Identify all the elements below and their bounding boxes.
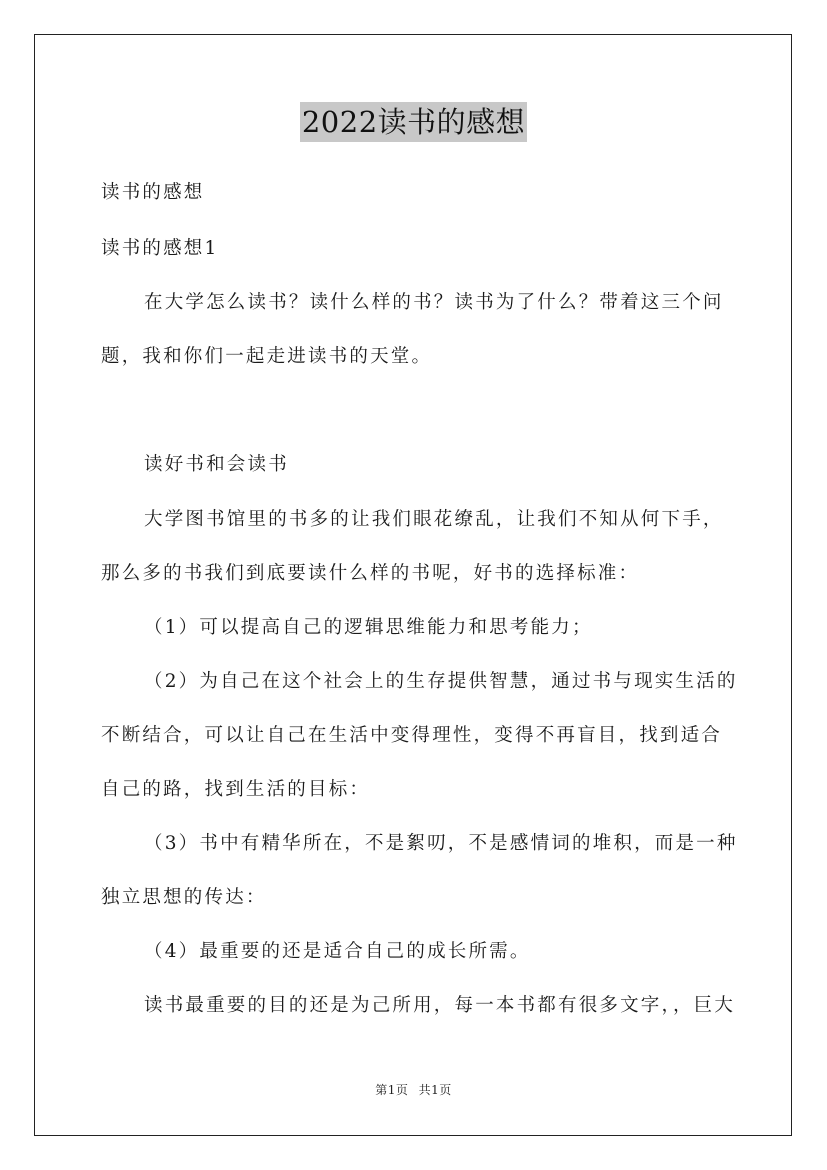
page-footer (0, 1082, 827, 1098)
page-total: 共1页 (418, 1083, 452, 1097)
list-item: （2）为自己在这个社会上的生存提供智慧，通过书与现实生活的 (144, 671, 738, 692)
paragraph-line: 读书最重要的目的还是为己所用，每一本书都有很多文字，，巨大 (144, 995, 736, 1016)
paragraph-line: 不断结合，可以让自己在生活中变得理性，变得不再盲目，找到适合 (101, 725, 723, 746)
paragraph-line: 在大学怎么读书？读什么样的书？读书为了什么？带着这三个问 (144, 292, 724, 313)
list-item: （3）书中有精华所在，不是絮叨，不是感情词的堆积，而是一种 (144, 833, 738, 854)
page-number: 第1页 (375, 1083, 409, 1097)
paragraph-line: 题，我和你们一起走进读书的天堂。 (101, 346, 433, 367)
document-title: 2022读书的感想 (300, 102, 527, 142)
paragraph-line: 独立思想的传达： (101, 887, 267, 908)
subheading-line: 读书的感想1 (101, 238, 219, 259)
list-item: （1）可以提高自己的逻辑思维能力和思考能力； (144, 617, 593, 638)
heading-line: 读书的感想 (101, 182, 205, 203)
paragraph-line: 大学图书馆里的书多的让我们眼花缭乱，让我们不知从何下手， (144, 509, 724, 530)
paragraph-line: 自己的路，找到生活的目标： (101, 779, 371, 800)
list-item: （4）最重要的还是适合自己的成长所需。 (144, 941, 531, 962)
paragraph-line: 那么多的书我们到底要读什么样的书呢，好书的选择标准： (101, 563, 640, 584)
title-container (0, 102, 827, 142)
section-heading: 读好书和会读书 (144, 454, 289, 475)
